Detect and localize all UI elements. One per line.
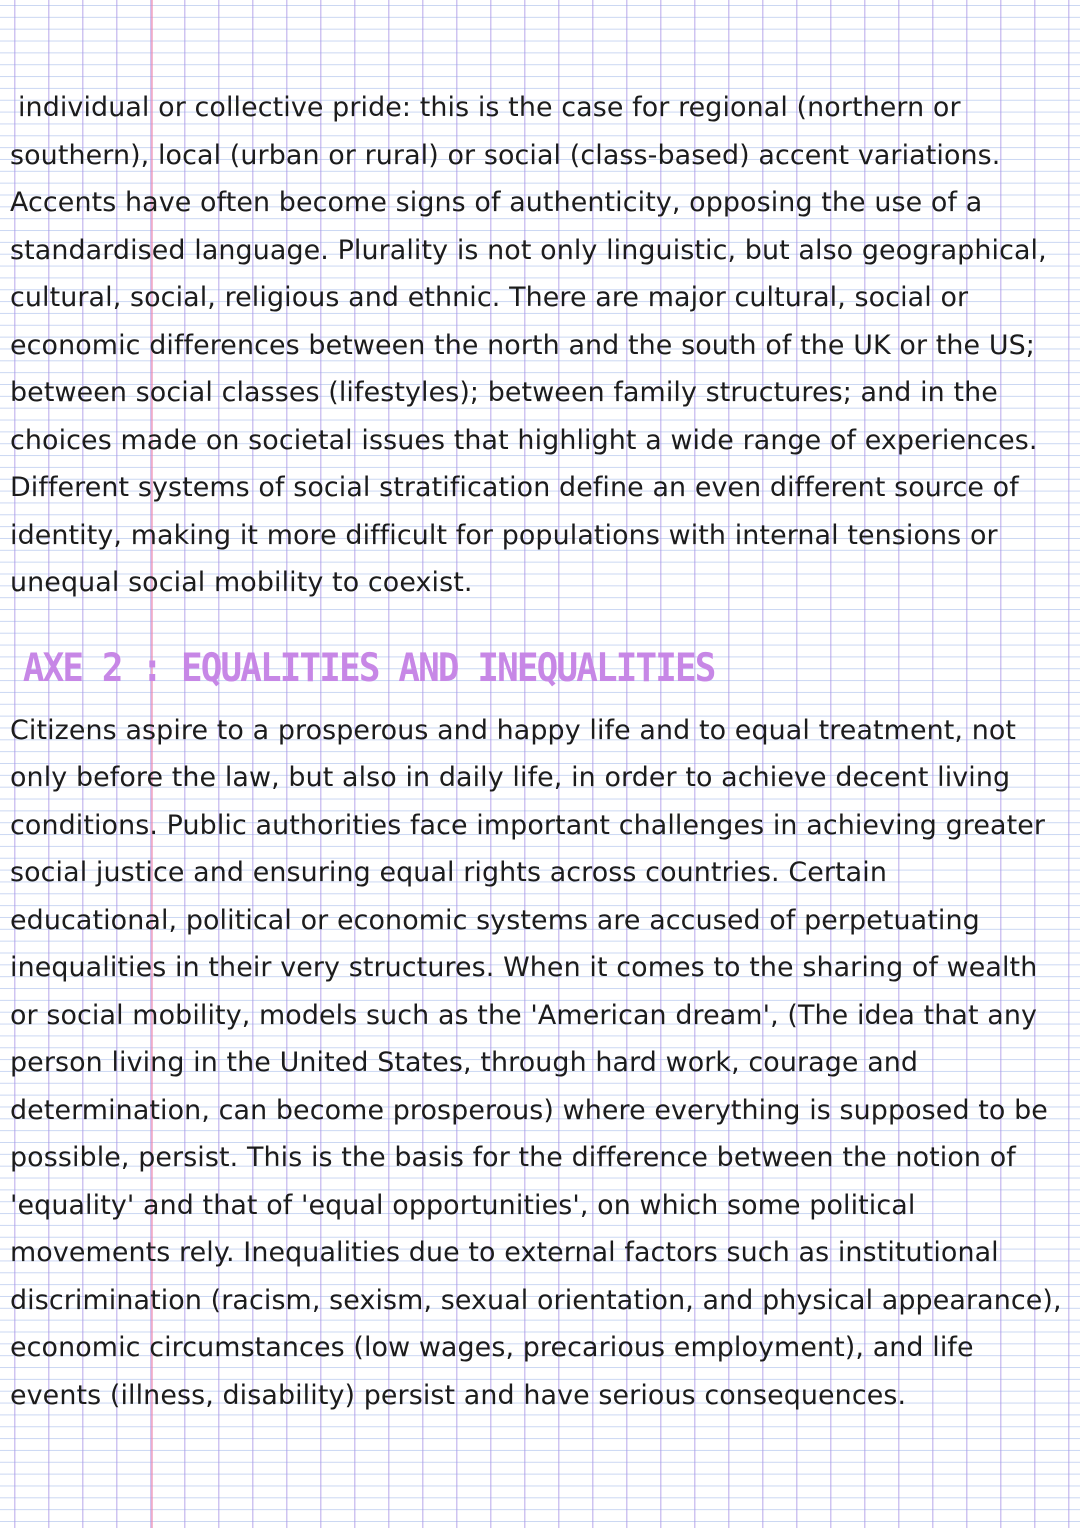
text-line: individual or collective pride: this is the case for regional (northern or <box>17 92 961 123</box>
section-heading: AXE 2 : EQUALITIES AND INEQUALITIES <box>22 645 715 691</box>
notebook-page <box>10 84 1072 1419</box>
text-line: discrimination (racism, sexism, sexual orientation, and physical appearance), <box>10 1284 1062 1316</box>
text-line: southern), local (urban or rural) or social (class-based) accent variations. <box>10 139 1001 171</box>
text-line: between social classes (lifestyles); between family structures; and in the <box>10 377 998 408</box>
text-line: Different systems of social stratification define an even different source of <box>10 472 1019 503</box>
paragraph-identity-plurality <box>10 84 1072 607</box>
text-line: inequalities in their very structures. When it comes to the sharing of wealth <box>10 952 1038 983</box>
text-line: Accents have often become signs of authenticity, opposing the use of a <box>10 187 983 218</box>
text-line: social justice and ensuring equal rights across countries. Certain <box>10 857 887 888</box>
text-line: person living in the United States, through hard work, courage and <box>10 1047 919 1078</box>
text-line: choices made on societal issues that highlight a wide range of experiences. <box>10 424 1038 456</box>
text-line: 'equality' and that of 'equal opportunities', on which some political <box>10 1189 916 1221</box>
text-line: identity, making it more difficult for populations with internal tensions or <box>10 519 998 551</box>
text-line: educational, political or economic systems are accused of perpetuating <box>10 904 980 936</box>
text-line: economic differences between the north and the south of the UK or the US; <box>10 329 1035 361</box>
text-line: only before the law, but also in daily life, in order to achieve decent living <box>10 762 1011 793</box>
text-line: economic circumstances (low wages, precarious employment), and life <box>10 1332 974 1363</box>
text-line: or social mobility, models such as the 'American dream', (The idea that any <box>10 999 1038 1031</box>
text-line: events (illness, disability) persist and have serious consequences. <box>10 1379 907 1411</box>
text-line: possible, persist. This is the basis for the difference between the notion of <box>10 1142 1016 1173</box>
text-line: determination, can become prosperous) where everything is supposed to be <box>10 1094 1048 1126</box>
text-line: cultural, social, religious and ethnic. There are major cultural, social or <box>10 282 969 313</box>
text-line: Citizens aspire to a prosperous and happy life and to equal treatment, not <box>10 714 1017 746</box>
text-line: unequal social mobility to coexist. <box>10 567 473 598</box>
paragraph-equalities <box>10 707 1072 1420</box>
text-line: conditions. Public authorities face important challenges in achieving greater <box>10 809 1046 841</box>
text-line: movements rely. Inequalities due to external factors such as institutional <box>10 1237 999 1268</box>
text-line: standardised language. Plurality is not only linguistic, but also geographical, <box>10 234 1047 266</box>
